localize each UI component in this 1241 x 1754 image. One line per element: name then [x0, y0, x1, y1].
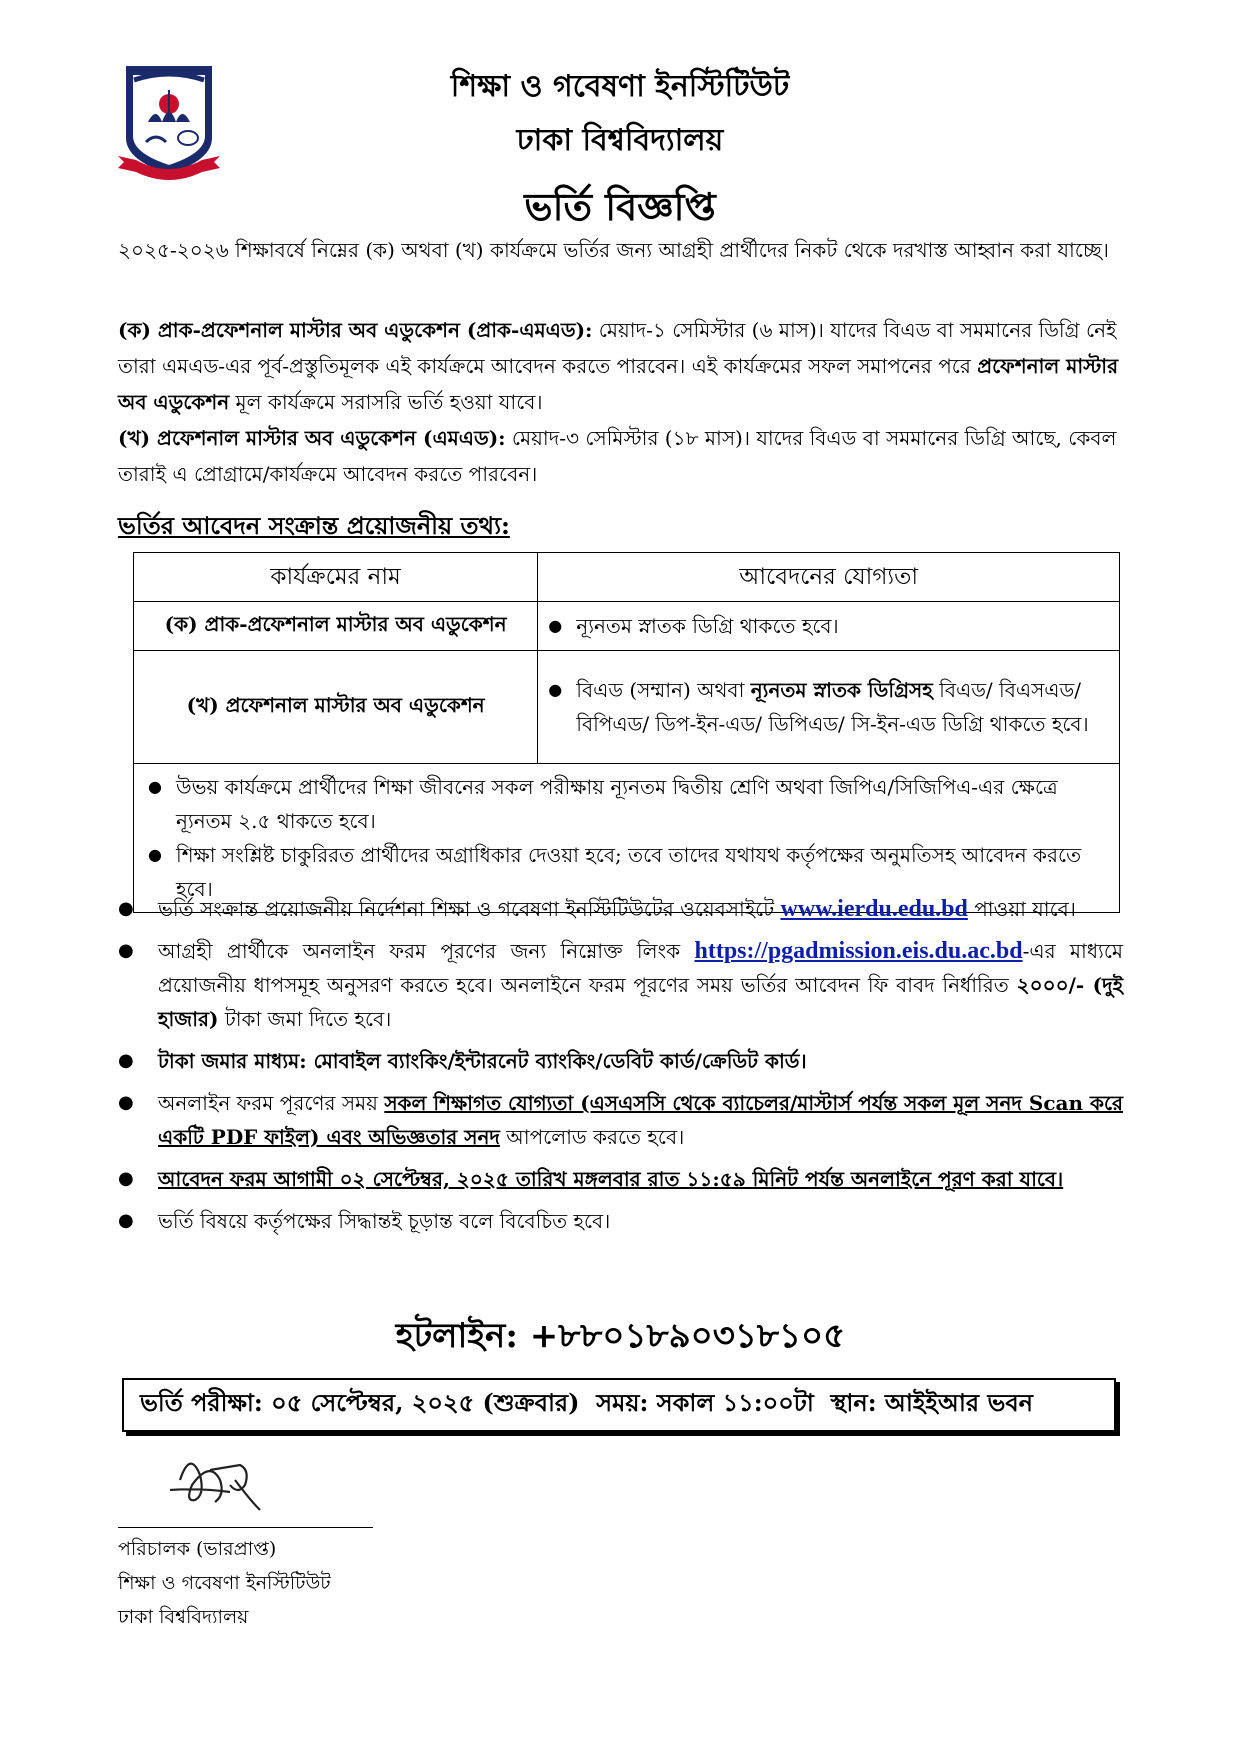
table-cell-program-kha: (খ) প্রফেশনাল মাস্টার অব এডুকেশন: [134, 651, 538, 764]
b1-text-b: পাওয়া যাবে।: [967, 897, 1076, 921]
table-notes-cell: [134, 764, 1120, 913]
program-ka: [118, 312, 1123, 420]
program-ka-text2: মূল কার্যক্রমে সরাসরি ভর্তি হওয়া যাবে।: [229, 390, 543, 414]
signature-image: [150, 1440, 270, 1520]
bullet-icon: ●: [548, 680, 563, 699]
req-kha-a: বিএড (সম্মান) অথবা: [576, 678, 751, 702]
table-row: [134, 602, 1120, 651]
b2-text-b: -এর মাধ্যমে প্রয়োজনীয় ধাপসমূহ অনুসরণ করতে হবে। অনলাইনে ফরম পূরণের সময় ভর্তির আবেদন ফি বাবদ নির্ধারিত: [158, 939, 1123, 997]
req-kha-c: বিএড/ বিএসএড/ বিপিএড/ ডিপ-ইন-এড/ ডিপিএড/ সি-ইন-এড ডিগ্রি থাকতে হবে।: [576, 678, 1089, 736]
table-cell-req-ka: [538, 602, 1120, 651]
b2-text-a: আগ্রহী প্রার্থীকে অনলাইন ফরম পূরণের জন্য নিম্নোক্ত লিংক: [158, 939, 695, 963]
list-item: [118, 892, 1123, 926]
signatory-block: [118, 1532, 331, 1634]
program-kha-label: (খ) প্রফেশনাল মাস্টার অব এডুকেশন (এমএড):: [118, 426, 506, 450]
admission-link[interactable]: https://pgadmission.eis.du.ac.bd: [694, 938, 1023, 964]
table-cell-req-kha: [538, 651, 1120, 764]
list-item: [118, 1044, 1123, 1078]
b4-text-b: আপলোড করতে হবে।: [499, 1125, 685, 1149]
university-name: ঢাকা বিশ্ববিদ্যালয়: [516, 123, 724, 158]
b4-bold: সকল শিক্ষাগত যোগ্যতা (এসএসসি থেকে ব্যাচেলর/মাস্টার্স পর্যন্ত সকল মূল সনদ Scan করে একটি PDF ফাইল) এবং অভিজ্ঞতার সনদ: [158, 1091, 1123, 1149]
intro-paragraph: ২০২৫-২০২৬ শিক্ষাবর্ষে নিম্নের (ক) অথবা (খ) কার্যক্রমে ভর্তির জন্য আগ্রহী প্রার্থীদের নিকট থেকে দরখাস্ত আহ্বান করা যাচ্ছে।: [118, 238, 1109, 262]
req-kha-b: ন্যূনতম স্নাতক ডিগ্রিসহ: [750, 678, 933, 702]
note-2: শিক্ষা সংশ্লিষ্ট চাকুরিরত প্রার্থীদের অগ্রাধিকার দেওয়া হবে; তবে তাদের যথাযথ কর্তৃপক্ষের অনুমতিসহ আবেদন করতে হবে।: [176, 843, 1082, 901]
bullet-icon: ●: [118, 898, 134, 919]
list-item: [118, 1086, 1123, 1154]
b4-text-a: অনলাইন ফরম পূরণের সময়: [158, 1091, 385, 1115]
bullet-icon: ●: [118, 1050, 134, 1071]
university-logo-icon: [116, 60, 222, 180]
bullet-icon: ●: [118, 1092, 134, 1113]
table-header-eligibility: আবেদনের যোগ্যতা: [538, 553, 1120, 602]
program-ka-bold: প্রফেশনাল মাস্টার অব এডুকেশন: [118, 354, 1119, 414]
section-title: ভর্তির আবেদন সংক্রান্ত প্রয়োজনীয় তথ্য:: [118, 511, 510, 540]
program-kha-text: মেয়াদ-৩ সেমিস্টার (১৮ মাস)। যাদের বিএড বা সমমানের ডিগ্রি আছে, কেবল তারাই এ প্রোগ্রামে/কার্যক্রমে আবেদন করতে পারবেন।: [118, 426, 1117, 486]
list-item: [118, 934, 1123, 1036]
signature-line: [118, 1527, 373, 1528]
exam-info: ভর্তি পরীক্ষা: ০৫ সেপ্টেম্বর, ২০২৫ (শুক্রবার) সময়: সকাল ১১:০০টা স্থান: আইইআর ভবন: [140, 1388, 1034, 1417]
authority-decision: ভর্তি বিষয়ে কর্তৃপক্ষের সিদ্ধান্তই চূড়ান্ত বলে বিবেচিত হবে।: [158, 1209, 611, 1233]
note-1: উভয় কার্যক্রমে প্রার্থীদের শিক্ষা জীবনের সকল পরীক্ষায় ন্যূনতম দ্বিতীয় শ্রেণি অথবা জিপিএ/সিজিপিএ-এর ক্ষেত্রে ন্যূনতম ২.৫ থাকতে হবে।: [176, 775, 1058, 833]
bullet-icon: ●: [148, 777, 162, 796]
table-header-program: কার্যক্রমের নাম: [134, 553, 538, 602]
req-ka-text: ন্যূনতম স্নাতক ডিগ্রি থাকতে হবে।: [576, 614, 839, 638]
hotline: হটলাইন: +৮৮০১৮৯০৩১৮১০৫: [395, 1316, 846, 1356]
program-kha: [118, 420, 1123, 492]
bullet-icon: ●: [548, 616, 563, 635]
program-ka-text1: মেয়াদ-১ সেমিস্টার (৬ মাস)। যাদের বিএড বা সমমানের ডিগ্রি নেই তারা এমএড-এর পূর্ব-প্রস্তুতিমূলক এই কার্যক্রমে আবেদন করতে পারবেন। এই কার্যক্রমের সফল সমাপনের পরে: [118, 318, 1117, 378]
signatory-title: পরিচালক (ভারপ্রাপ্ত): [118, 1538, 277, 1560]
payment-methods: টাকা জমার মাধ্যম: মোবাইল ব্যাংকিং/ইন্টারনেট ব্যাংকিং/ডেবিট কার্ড/ক্রেডিট কার্ড।: [158, 1049, 807, 1073]
b2-text-c: টাকা জমা দিতে হবে।: [218, 1007, 392, 1031]
bullet-icon: ●: [118, 1210, 134, 1231]
deadline: আবেদন ফরম আগামী ০২ সেপ্টেম্বর, ২০২৫ তারিখ মঙ্গলবার রাত ১১:৫৯ মিনিট পর্যন্ত অনলাইনে পূরণ করা যাবে।: [158, 1167, 1064, 1191]
table-notes-row: [134, 764, 1120, 913]
bullet-icon: ●: [148, 845, 162, 864]
table-header-row: [134, 553, 1120, 602]
instructions-list: [118, 892, 1123, 1246]
list-item: [118, 1162, 1123, 1196]
b1-text-a: ভর্তি সংক্রান্ত প্রয়োজনীয় নির্দেশনা শিক্ষা ও গবেষণা ইনস্টিটিউটের ওয়েবসাইটে: [158, 897, 781, 921]
notice-title: ভর্তি বিজ্ঞপ্তি: [524, 184, 716, 229]
website-link[interactable]: www.ierdu.edu.bd: [780, 896, 968, 922]
program-ka-label: (ক) প্রাক-প্রফেশনাল মাস্টার অব এডুকেশন (প্রাক-এমএড):: [118, 318, 593, 342]
bullet-icon: ●: [118, 1168, 134, 1189]
fee-amount: ২০০০/- (দুই হাজার): [158, 973, 1123, 1031]
signatory-institute: শিক্ষা ও গবেষণা ইনস্টিটিউট: [118, 1572, 331, 1594]
list-item: [118, 1204, 1123, 1238]
eligibility-table: [133, 552, 1120, 913]
signatory-university: ঢাকা বিশ্ববিদ্যালয়: [118, 1606, 249, 1628]
table-cell-program-ka: (ক) প্রাক-প্রফেশনাল মাস্টার অব এডুকেশন: [134, 602, 538, 651]
institute-name: শিক্ষা ও গবেষণা ইনস্টিটিউট: [450, 69, 790, 104]
bullet-icon: ●: [118, 940, 134, 961]
exam-info-box: [122, 1378, 1116, 1432]
table-row: [134, 651, 1120, 764]
